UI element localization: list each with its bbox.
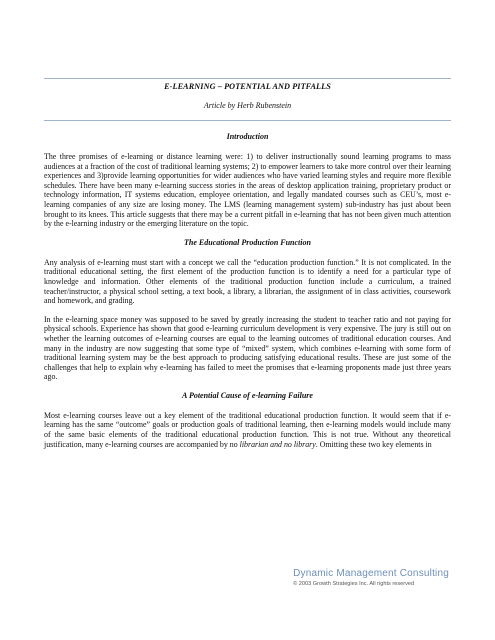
article-byline: Article by Herb Rubenstein <box>203 101 292 110</box>
failure-cause-paragraph <box>44 411 451 449</box>
section-heading-introduction: Introduction <box>226 132 269 141</box>
production-function-paragraph-1: Any analysis of e-learning must start with a concept we call the “education production function.” It is not complicated. In the traditional educational setting, the first element of the production function is to identify a need for a particular type of knowledge and information. Other elements of the traditional production function include a curriculum, a trained teacher/instructor, a physical school setting, a text book, a library, a librarian, the assignment of in class activities, coursework and homework, and grading. <box>44 257 451 306</box>
article-body <box>44 132 451 458</box>
failure-cause-text-after: . Omitting these two key elements in <box>315 439 432 449</box>
production-function-paragraph-2: In the e-learning space money was supposed to be saved by greatly increasing the student to teacher ratio and not paying for physical schools. Experience has shown that good e-learning curriculum development is very expensive. The jury is still out on whether the learning outcomes of e-learning courses are equal to the learning outcomes of traditional education courses. And many in the industry are now suggesting that some type of “mixed” system, which combines e-learning with some form of traditional learning system may be the best approach to producing satisfying educational results. These are just some of the challenges that help to explain why e-learning has failed to meet the promises that e-learning proponents made just three years ago. <box>44 314 451 382</box>
failure-cause-text-before: Most e-learning courses leave out a key element of the traditional educational production function. It would seem that if e-learning has the same “outcome” goals or production goals of traditional learning, then e-learning models would include many of the same basic elements of the traditional educational production function. This is not true. Without any theoretical justification, many e-learning courses are accompanied by no <box>44 410 451 449</box>
copyright-notice: © 2003 Growth Strategies Inc. All rights reserved <box>293 581 415 587</box>
section-heading-failure-cause: A Potential Cause of e-learning Failure <box>182 390 313 400</box>
failure-cause-emphasis: librarian and no library <box>239 439 316 449</box>
intro-paragraph: The three promises of e-learning or distance learning were: 1) to deliver instructionally sound learning programs to mass audiences at a fraction of the cost of traditional learning systems; 2) to empower learners to take more control over their learning experiences and 3)provide learning opportunities for wider audiences who have varied learning styles and require more flexible schedules. There have been many e-learning success stories in the areas of desktop application training, proprietary product or technology information, IT systems education, employee orientation, and legally mandated courses such as CEU’s, most e-learning companies of any size are losing money. The LMS (learning management system) sub-industry has just about been brought to its knees. This article suggests that there may be a current pitfall in e-learning that has not been given much attention by the e-learning industry or the emerging literature on the topic. <box>44 152 451 229</box>
article-title: E-LEARNING – POTENTIAL AND PITFALLS <box>164 82 331 91</box>
company-logo-text: Dynamic Management Consulting <box>293 568 449 579</box>
section-heading-production-function: The Educational Production Function <box>184 237 311 247</box>
top-rule <box>44 78 451 79</box>
footer <box>293 568 449 587</box>
header-bottom-rule <box>44 120 451 121</box>
